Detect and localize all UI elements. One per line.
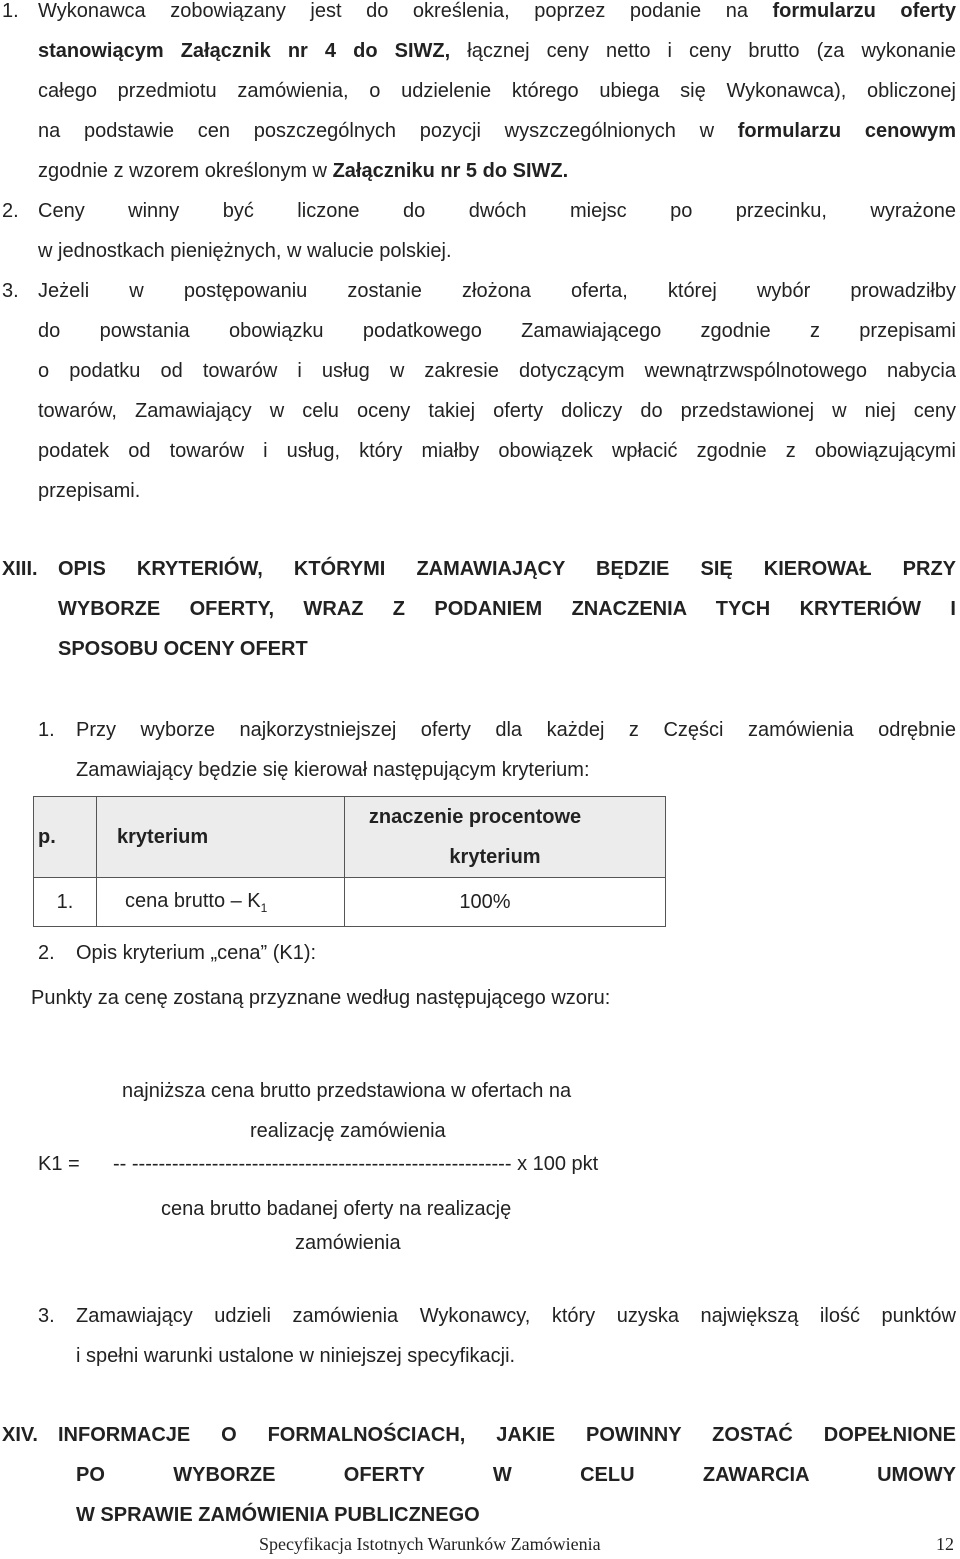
formula-numerator-line2: realizację zamówienia (250, 1120, 446, 1142)
section14-title-line2: PO WYBORZE OFERTY W CELU ZAWARCIA UMOWY (76, 1464, 956, 1486)
criteria-table-header (34, 797, 666, 878)
s13-item1-line2: Zamawiający będzie się kierował następującym kryterium: (76, 759, 590, 781)
item3-line4: towarów, Zamawiający w celu oceny takiej oferty doliczy do przedstawionej w niej ceny (38, 400, 956, 422)
criteria-table-row (34, 878, 666, 927)
item1-line5-bold: Załączniku nr 5 do SIWZ. (332, 160, 569, 182)
criteria-col-name-header (97, 797, 345, 878)
item1-line2-bold: stanowiącym Załącznik nr 4 do SIWZ, (38, 40, 451, 62)
s13-item1-line1: Przy wyborze najkorzystniejszej oferty dla każdej z Części zamówienia odrębnie (76, 719, 956, 741)
item2-number: 2. (2, 200, 19, 222)
formula-denominator-line1: cena brutto badanej oferty na realizację (161, 1198, 512, 1220)
criteria-row-number (34, 878, 97, 927)
item1-line1-bold: formularzu oferty (772, 0, 956, 22)
criteria-col-number-header (34, 797, 97, 878)
item1-line4-bold: formularzu cenowym (737, 120, 956, 142)
s13-item3-number: 3. (38, 1305, 55, 1327)
section14-title-line3: W SPRAWIE ZAMÓWIENIA PUBLICZNEGO (76, 1504, 480, 1526)
criteria-col-weight-header (345, 797, 666, 878)
item1-line1-text: Wykonawca zobowiązany jest do określenia, poprzez podanie na (38, 0, 773, 22)
section13-title-line1: OPIS KRYTERIÓW, KTÓRYMI ZAMAWIAJĄCY BĘDZIE SIĘ KIEROWAŁ PRZY (58, 558, 956, 580)
item3-number: 3. (2, 280, 19, 302)
section14-title-line1: INFORMACJE O FORMALNOŚCIACH, JAKIE POWINNY ZOSTAĆ DOPEŁNIONE (58, 1424, 956, 1446)
section13-title-line3: SPOSOBU OCENY OFERT (58, 638, 308, 660)
item1-line1 (38, 0, 956, 31)
item1-line2-text: łącznej ceny netto i ceny brutto (za wykonanie (450, 40, 956, 62)
formula-numerator-line1: najniższa cena brutto przedstawiona w ofertach na (122, 1080, 572, 1102)
footer-title: Specyfikacja Istotnych Warunków Zamówienia (259, 1534, 601, 1554)
item1-line4 (38, 111, 956, 151)
item1-line5 (38, 151, 568, 191)
item1-line2 (38, 31, 956, 71)
item3-line1: Jeżeli w postępowaniu zostanie złożona oferta, której wybór prowadziłby (38, 280, 956, 302)
s13-item1-number: 1. (38, 719, 55, 741)
criteria-col-name-label: kryterium (117, 825, 209, 848)
item3-line6: przepisami. (38, 480, 141, 502)
item3-line5: podatek od towarów i usług, który miałby obowiązek wpłacić zgodnie z obowiązującymi (38, 440, 956, 462)
formula-lhs: K1 = (38, 1153, 80, 1175)
item3-line2: do powstania obowiązku podatkowego Zamawiającego zgodnie z przepisami (38, 320, 956, 342)
item2-line2: w jednostkach pieniężnych, w walucie polskiej. (38, 240, 452, 262)
criteria-row-name-subscript: 1 (260, 900, 268, 915)
formula-denominator-line2: zamówienia (295, 1232, 401, 1254)
criteria-row-name (97, 878, 345, 927)
criteria-col-weight-label-line2: kryterium (449, 846, 541, 868)
item2-line1: Ceny winny być liczone do dwóch miejsc po przecinku, wyrażone (38, 200, 956, 222)
criteria-col-weight-label-line1: znaczenie procentowe (368, 806, 582, 828)
item1-number: 1. (2, 0, 19, 22)
section13-number: XIII. (2, 558, 38, 580)
criteria-col-number-label: p. (38, 825, 56, 848)
section14-number: XIV. (2, 1424, 38, 1446)
criteria-table (33, 796, 666, 927)
criteria-row-name-text: cena brutto – K (125, 889, 261, 912)
item3-line3: o podatku od towarów i usług w zakresie dotyczącym wewnątrzwspólnotowego nabycia (38, 360, 956, 382)
section13-title-line2: WYBORZE OFERTY, WRAZ Z PODANIEM ZNACZENIA TYCH KRYTERIÓW I (58, 598, 956, 620)
criteria-row-value (345, 878, 666, 927)
criteria-row-value-text: 100% (459, 890, 511, 913)
item1-line3: całego przedmiotu zamówienia, o udzielenie którego ubiega się Wykonawca), obliczonej (38, 80, 956, 102)
formula-fraction-line: -- --------------------------------------------------------- x 100 pkt (113, 1153, 599, 1175)
points-intro: Punkty za cenę zostaną przyznane według następującego wzoru: (31, 987, 611, 1009)
criteria-row-number-text: 1. (56, 890, 74, 913)
item1-line4-text: na podstawie cen poszczególnych pozycji wyszczególnionych w (38, 120, 738, 142)
s13-item3-line2: i spełni warunki ustalone w niniejszej specyfikacji. (76, 1345, 516, 1367)
item1-line5-text: zgodnie z wzorem określonym w (38, 160, 333, 182)
s13-item2-text: Opis kryterium „cena” (K1): (76, 942, 317, 964)
footer-page-number: 12 (936, 1534, 954, 1554)
s13-item3-line1: Zamawiający udzieli zamówienia Wykonawcy, który uzyska największą ilość punktów (76, 1305, 956, 1327)
s13-item2-number: 2. (38, 942, 55, 964)
